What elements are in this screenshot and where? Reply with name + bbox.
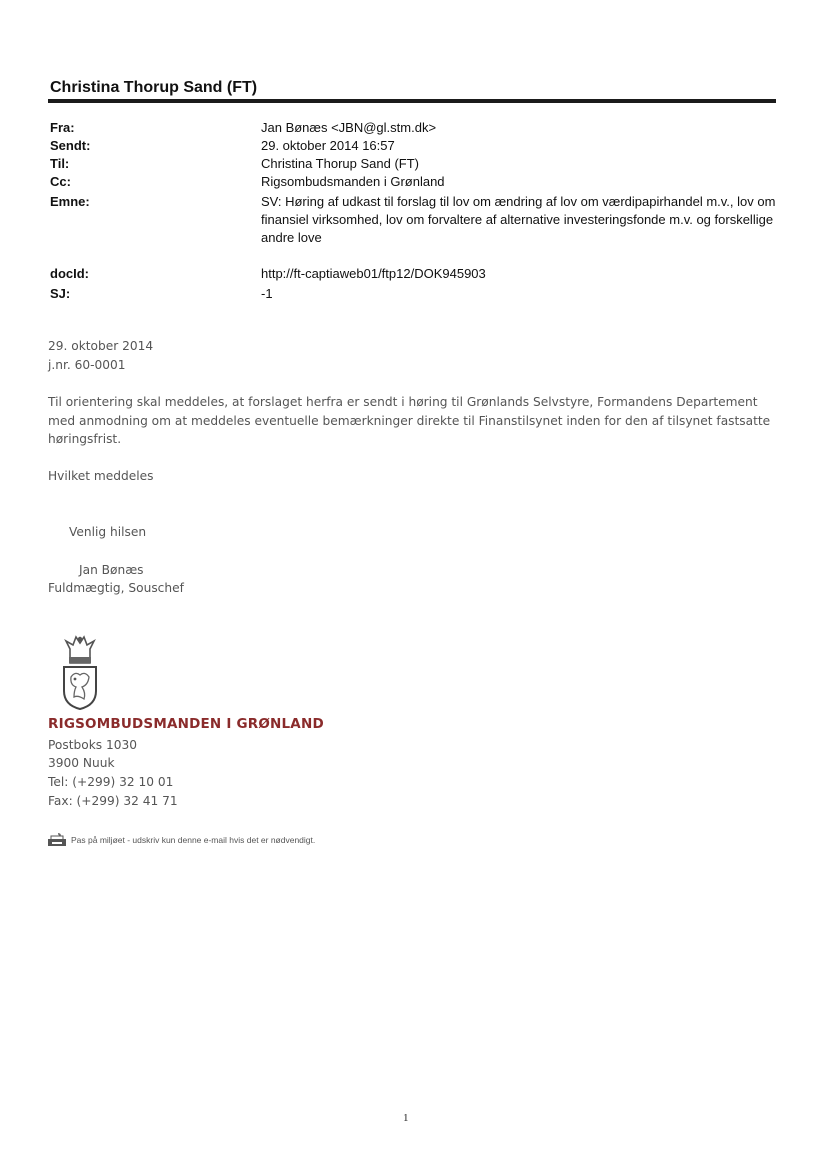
meta-label: docId:	[50, 266, 89, 281]
sender-title: Fuldmægtig, Souschef	[48, 581, 184, 595]
meta-value: http://ft-captiaweb01/ftp12/DOK945903	[261, 266, 486, 281]
journal-number: j.nr. 60-0001	[48, 358, 126, 372]
print-environment-icon	[47, 832, 67, 848]
phone: Tel: (+299) 32 10 01	[48, 775, 174, 789]
meta-label: Cc:	[50, 174, 71, 189]
header-divider	[48, 99, 776, 103]
page-number: 1	[403, 1112, 409, 1124]
meta-label: Fra:	[50, 120, 75, 135]
meta-value: -1	[261, 286, 273, 301]
meta-label: Emne:	[50, 194, 90, 209]
meta-label: Sendt:	[50, 138, 91, 153]
meta-label: Til:	[50, 156, 70, 171]
city: 3900 Nuuk	[48, 756, 115, 770]
meta-label: SJ:	[50, 286, 71, 301]
meta-value: Christina Thorup Sand (FT)	[261, 156, 419, 171]
email-header-name: Christina Thorup Sand (FT)	[50, 79, 258, 96]
organization-name: RIGSOMBUDSMANDEN I GRØNLAND	[48, 716, 324, 732]
postbox: Postboks 1030	[48, 738, 137, 752]
meta-value: Jan Bønæs <JBN@gl.stm.dk>	[261, 120, 437, 135]
body-paragraph: Til orientering skal meddeles, at forslaget herfra er sendt i høring til Grønlands Selvstyre, Formandens Departement med anmodning om at meddeles eventuelle bemærkninger direkte til Finanstilsynet inden for den af tilsynet fastsatte høringsfrist.	[48, 395, 771, 446]
environment-note-text: Pas på miljøet - udskriv kun denne e-mail hvis det er nødvendigt.	[71, 835, 316, 845]
greeting: Venlig hilsen	[69, 525, 147, 539]
closing-line: Hvilket meddeles	[48, 469, 154, 483]
sender-name: Jan Bønæs	[79, 563, 144, 577]
meta-value: Rigsombudsmanden i Grønland	[261, 174, 445, 189]
meta-value: SV: Høring af udkast til forslag til lov om ændring af lov om værdipapirhandel m.v., lov om finansiel virksomhed, lov om forvaltere af alternative investeringsfonde m.v. og forskellige andre love	[261, 194, 776, 245]
meta-value: 29. oktober 2014 16:57	[261, 138, 395, 153]
fax: Fax: (+299) 32 41 71	[48, 794, 178, 808]
royal-crest-icon	[58, 635, 102, 711]
letter-date: 29. oktober 2014	[48, 339, 154, 353]
